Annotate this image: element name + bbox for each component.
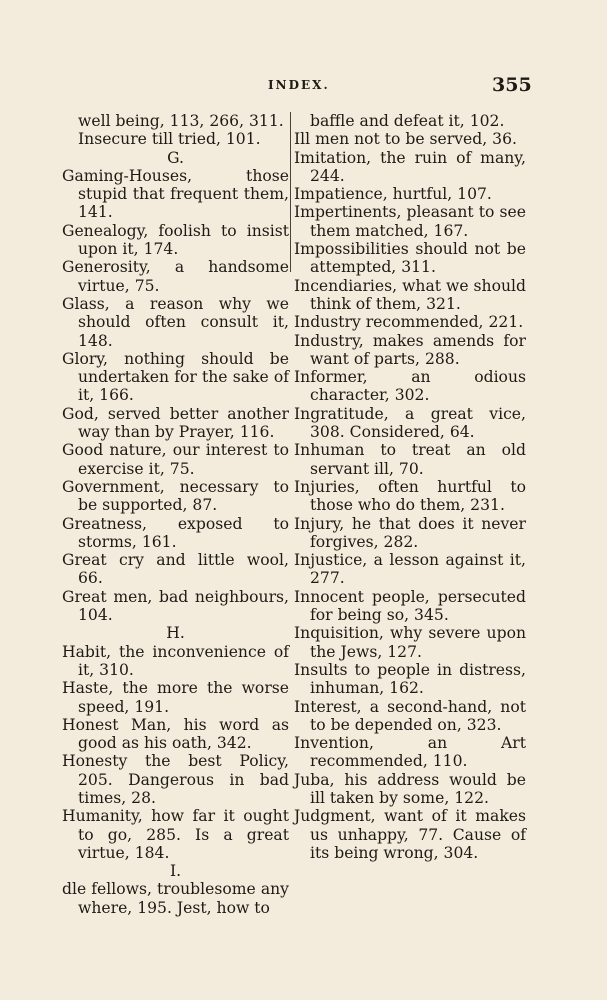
index-entry: Injuries, often hurtful to those who do them, 231.: [294, 477, 526, 515]
index-entry: Honesty the best Policy, 205. Dangerous in bad times, 28.: [62, 752, 289, 807]
page-header: [0, 74, 607, 98]
index-entry: Good nature, our interest to exercise it, 75.: [62, 441, 289, 478]
index-entry: Incendiaries, what we should think of them, 321.: [294, 276, 526, 313]
index-entry: Interest, a second-hand, not to be depended on, 323.: [294, 697, 526, 734]
page-number: 355: [492, 74, 532, 96]
index-entry: Habit, the inconvenience of it, 310.: [62, 642, 289, 679]
index-entry: God, served better another way than by Prayer, 116.: [62, 404, 289, 442]
index-entry: Gaming-Houses, those stupid that frequent them, 141.: [62, 166, 289, 222]
index-column-right: [294, 112, 526, 862]
index-entry: Invention, an Art recommended, 110.: [294, 734, 526, 771]
index-entry: Industry, makes amends for want of parts, 288.: [294, 331, 526, 368]
index-entry: Honest Man, his word as good as his oath, 342.: [62, 715, 289, 753]
section-letter: G.: [167, 148, 184, 167]
index-entry: Generosity, a handsome virtue, 75.: [62, 258, 289, 295]
index-entry: baffle and defeat it, 102.: [310, 112, 505, 130]
index-entry: well being, 113, 266, 311.: [78, 112, 284, 130]
index-entry: Glory, nothing should be undertaken for the sake of it, 166.: [62, 349, 289, 405]
index-entry: Innocent people, persecuted for being so, 345.: [294, 587, 526, 625]
index-entry: Great men, bad neighbours, 104.: [62, 587, 289, 625]
index-entry: Juba, his address would be ill taken by some, 122.: [294, 770, 526, 807]
index-column-left: [62, 112, 289, 917]
index-entry: Greatness, exposed to storms, 161.: [62, 514, 289, 551]
index-entry: Impossibilities should not be attempted, 311.: [294, 240, 526, 277]
index-entry: Genealogy, foolish to insist upon it, 174.: [62, 221, 289, 259]
running-head: INDEX.: [268, 78, 330, 92]
index-entry: Imitation, the ruin of many, 244.: [294, 148, 526, 185]
column-rule: [290, 112, 291, 272]
index-entry: Industry recommended, 221.: [294, 313, 524, 332]
index-entry: Insults to people in distress, inhuman, 162.: [294, 660, 526, 698]
index-entry: Injury, he that does it never forgives, 282.: [294, 514, 526, 551]
index-entry: Humanity, how far it ought to go, 285. Is a great virtue, 184.: [62, 807, 289, 862]
index-entry: Impatience, hurtful, 107.: [294, 185, 492, 204]
index-entry: Injustice, a lesson against it, 277.: [294, 551, 526, 588]
index-entry: Insecure till tried, 101.: [78, 130, 261, 149]
index-entry: Haste, the more the worse speed, 191.: [62, 679, 289, 716]
index-entry: Informer, an odious character, 302.: [294, 368, 526, 405]
index-entry: Impertinents, pleasant to see them matched, 167.: [294, 203, 526, 240]
index-entry: Judgment, want of it makes us unhappy, 77. Cause of its being wrong, 304.: [294, 807, 526, 862]
index-entry: Inhuman to treat an old servant ill, 70.: [294, 441, 526, 478]
section-letter: I.: [169, 862, 182, 881]
index-entry: dle fellows, troublesome any where, 195. Jest, how to: [62, 880, 289, 917]
index-entry: Glass, a reason why we should often consult it, 148.: [62, 294, 289, 350]
index-entry: Government, necessary to be supported, 87.: [62, 477, 289, 515]
index-entry: Ill men not to be served, 36.: [294, 130, 517, 149]
index-entry: Inquisition, why severe upon the Jews, 127.: [294, 624, 526, 661]
index-entry: Ingratitude, a great vice, 308. Considered, 64.: [294, 404, 526, 442]
index-entry: Great cry and little wool, 66.: [62, 551, 289, 588]
section-letter: H.: [166, 624, 185, 643]
